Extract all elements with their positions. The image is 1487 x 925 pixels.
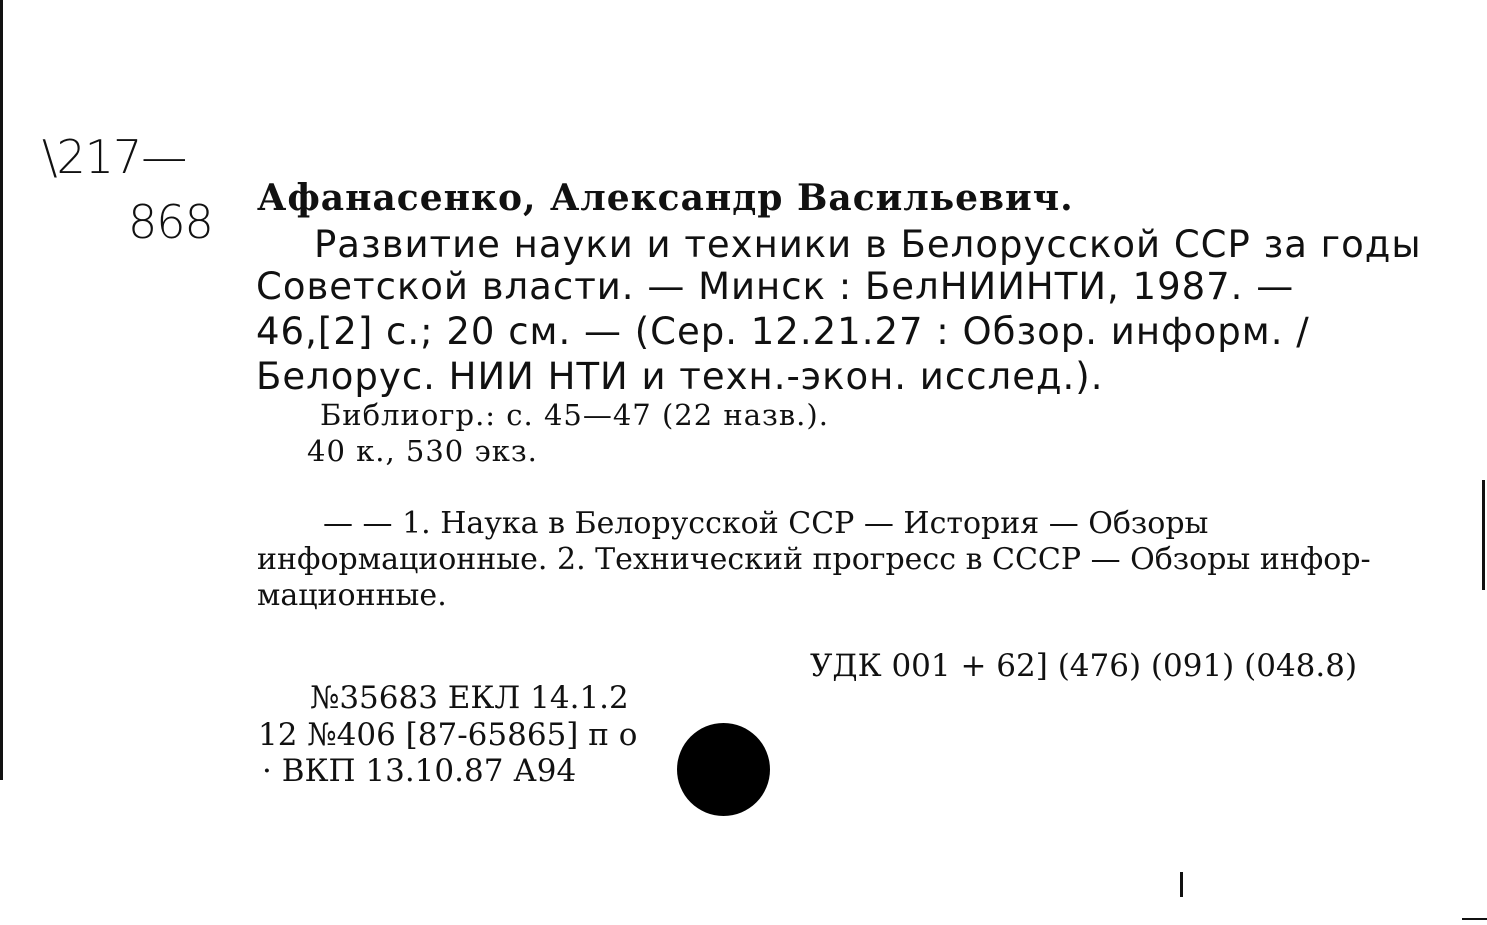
title-line-1: Развитие науки и техники в Белорусской ССР за годы	[314, 223, 1422, 266]
punch-hole	[677, 723, 770, 816]
author-heading: Афанасенко, Александр Васильевич.	[257, 177, 1074, 219]
shelfmark-line-2: 868	[128, 195, 213, 249]
title-line-4: Белорус. НИИ НТИ и техн.-экон. исслед.).	[256, 355, 1104, 398]
accession-line-1: №35683 ЕКЛ 14.1.2	[310, 680, 629, 716]
accession-line-2: 12 №406 [87-65865] п о	[258, 717, 638, 753]
right-border-mark	[1482, 480, 1485, 590]
price-copies: 40 к., 530 экз.	[307, 434, 538, 468]
stray-mark	[1180, 872, 1183, 897]
subject-line-1-text: — — 1. Наука в Белорусской ССР — История — Обзоры	[323, 506, 1209, 541]
subject-line-3: мационные.	[257, 578, 447, 613]
left-border-line	[0, 0, 3, 780]
bottom-right-mark	[1462, 918, 1487, 920]
udc-code: УДК 001 + 62] (476) (091) (048.8)	[810, 648, 1358, 684]
shelfmark-line-1: \217—	[42, 130, 187, 184]
title-line-3: 46,[2] с.; 20 см. — (Сер. 12.21.27 : Обзор. информ. /	[256, 310, 1310, 353]
bibliography-note: Библиогр.: с. 45—47 (22 назв.).	[320, 398, 829, 432]
accession-line-3: · ВКП 13.10.87 А94	[262, 753, 577, 789]
title-line-2: Советской власти. — Минск : БелНИИНТИ, 1987. —	[256, 265, 1295, 308]
subject-line-1	[257, 506, 1425, 541]
subject-line-2: информационные. 2. Технический прогресс в СССР — Обзоры инфор-	[257, 542, 1371, 577]
